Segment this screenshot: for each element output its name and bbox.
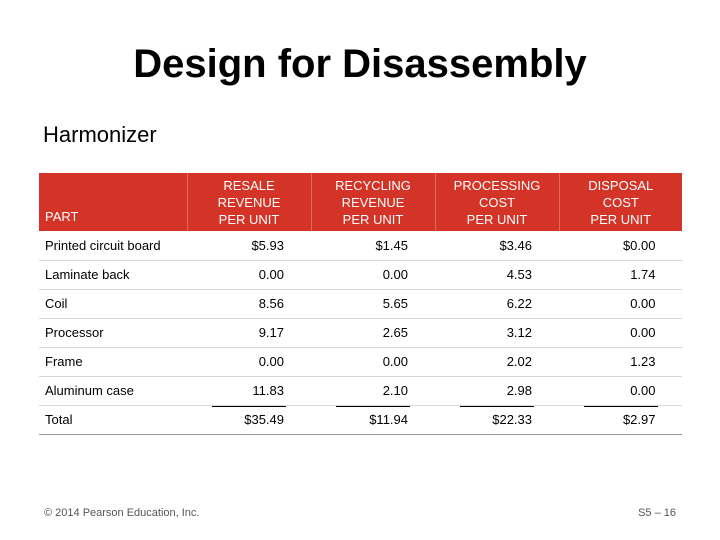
resale-value: 0.00 — [258, 354, 284, 369]
part-cell: Total — [39, 405, 187, 434]
disposal-cell — [559, 318, 682, 347]
header-recycling — [311, 173, 435, 231]
table-total-row — [39, 405, 682, 434]
disposal-value: $0.00 — [622, 237, 656, 253]
disposal-value: 0.00 — [630, 383, 656, 398]
header-part-label: PART — [45, 209, 79, 224]
disassembly-table — [39, 173, 682, 435]
processing-cell — [435, 376, 559, 405]
disposal-cell — [559, 289, 682, 318]
part-cell: Processor — [39, 318, 187, 347]
header-disposal-line2: COST — [602, 194, 639, 210]
subtotal-underline — [584, 406, 658, 407]
recycling-value: 2.65 — [382, 325, 408, 340]
processing-value: 2.02 — [506, 354, 532, 369]
header-disposal-line3: PER UNIT — [590, 211, 652, 227]
part-cell: Printed circuit board — [39, 231, 187, 260]
table-row — [39, 318, 682, 347]
resale-total: $35.49 — [244, 412, 284, 427]
header-disposal-line1: DISPOSAL — [588, 177, 654, 193]
recycling-cell — [311, 260, 435, 289]
resale-cell — [187, 289, 311, 318]
processing-cell — [435, 318, 559, 347]
recycling-cell — [311, 231, 435, 260]
disposal-cell — [559, 260, 682, 289]
header-processing — [435, 173, 559, 231]
recycling-value: 5.65 — [382, 296, 408, 311]
page-number: S5 – 16 — [638, 507, 676, 519]
recycling-cell — [311, 289, 435, 318]
resale-value: 8.56 — [258, 296, 284, 311]
table-header-row — [39, 173, 682, 231]
resale-cell — [187, 318, 311, 347]
table-row — [39, 231, 682, 260]
disposal-value: 0.00 — [630, 296, 656, 311]
part-cell: Aluminum case — [39, 376, 187, 405]
resale-value: $5.93 — [251, 237, 284, 253]
recycling-cell — [311, 405, 435, 434]
recycling-value: 0.00 — [382, 354, 408, 369]
slide-title: Design for Disassembly — [133, 42, 587, 86]
header-recycling-line2: REVENUE — [341, 194, 405, 210]
disposal-cell — [559, 347, 682, 376]
resale-value: 9.17 — [258, 325, 284, 340]
header-disposal — [559, 173, 682, 231]
table-row — [39, 347, 682, 376]
processing-value: 3.12 — [506, 325, 532, 340]
resale-cell — [187, 260, 311, 289]
recycling-cell — [311, 347, 435, 376]
resale-cell — [187, 376, 311, 405]
resale-cell — [187, 405, 311, 434]
processing-total: $22.33 — [492, 412, 532, 427]
header-processing-line2: COST — [478, 194, 516, 210]
header-resale-line2: REVENUE — [217, 194, 281, 210]
recycling-value: 0.00 — [382, 267, 408, 282]
header-recycling-line3: PER UNIT — [342, 211, 404, 227]
header-processing-line1: PROCESSING — [453, 177, 541, 193]
disposal-cell — [559, 376, 682, 405]
processing-cell — [435, 260, 559, 289]
recycling-cell — [311, 318, 435, 347]
recycling-value: 2.10 — [382, 383, 408, 398]
header-recycling-line1: RECYCLING — [335, 177, 411, 193]
resale-cell — [187, 347, 311, 376]
processing-cell — [435, 231, 559, 260]
copyright-notice: © 2014 Pearson Education, Inc. — [44, 507, 200, 519]
header-part — [39, 173, 187, 231]
subtotal-underline — [460, 406, 534, 407]
part-cell: Coil — [39, 289, 187, 318]
disposal-value: 1.23 — [630, 354, 656, 369]
disposal-value: 1.74 — [630, 267, 656, 282]
table-row — [39, 376, 682, 405]
part-cell: Frame — [39, 347, 187, 376]
processing-value: 6.22 — [506, 296, 532, 311]
subtotal-underline — [336, 406, 410, 407]
processing-value: 4.53 — [506, 267, 532, 282]
disposal-value: 0.00 — [630, 325, 656, 340]
recycling-total: $11.94 — [369, 412, 408, 427]
header-processing-line3: PER UNIT — [466, 211, 528, 227]
header-resale-line3: PER UNIT — [218, 211, 280, 227]
processing-value: 2.98 — [506, 383, 532, 398]
processing-cell — [435, 289, 559, 318]
processing-value: $3.46 — [499, 237, 532, 253]
resale-value: 0.00 — [258, 267, 284, 282]
table-row — [39, 289, 682, 318]
disposal-total: $2.97 — [622, 412, 656, 427]
header-resale-line1: RESALE — [223, 177, 275, 193]
part-cell: Laminate back — [39, 260, 187, 289]
resale-value: 11.83 — [252, 383, 284, 398]
recycling-value: $1.45 — [375, 237, 408, 253]
recycling-cell — [311, 376, 435, 405]
slide-subtitle: Harmonizer — [43, 122, 157, 147]
subtotal-underline — [212, 406, 286, 407]
disposal-cell — [559, 231, 682, 260]
processing-cell — [435, 405, 559, 434]
header-resale — [187, 173, 311, 231]
disposal-cell — [559, 405, 682, 434]
resale-cell — [187, 231, 311, 260]
table-row — [39, 260, 682, 289]
processing-cell — [435, 347, 559, 376]
